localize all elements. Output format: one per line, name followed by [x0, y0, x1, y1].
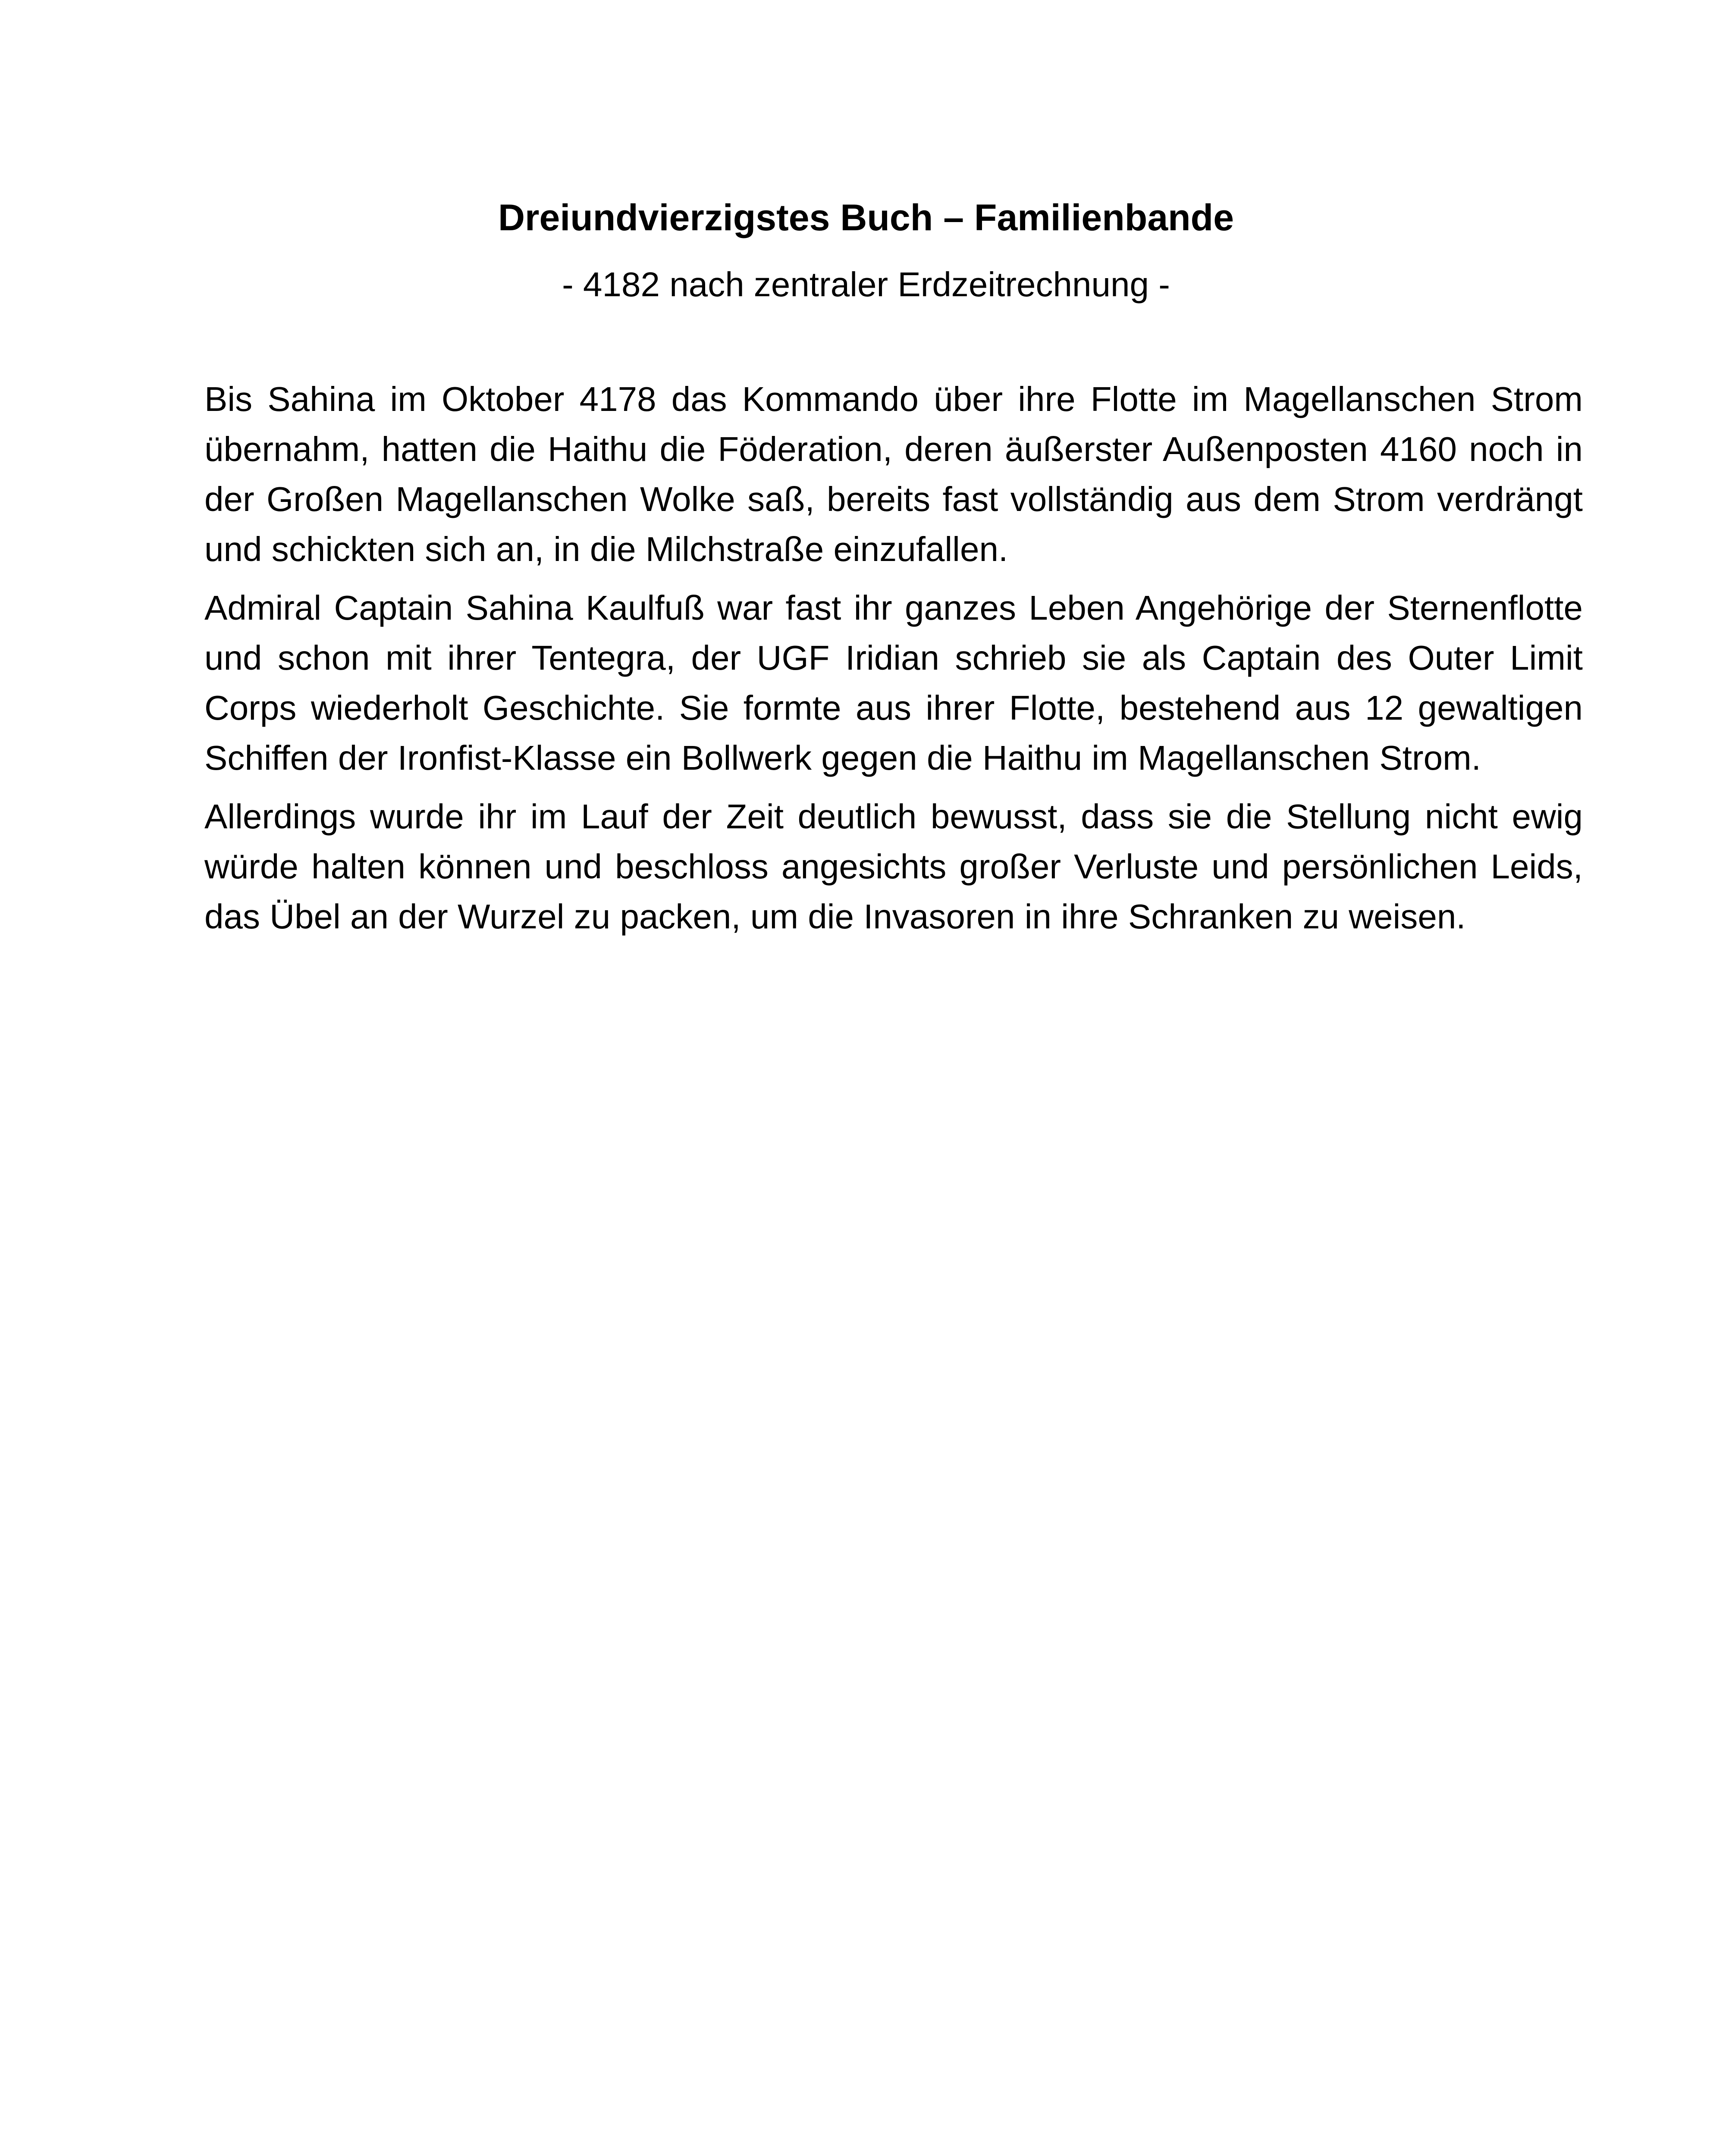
chapter-title: Dreiundvierzigstes Buch – Familienbande [498, 197, 1234, 238]
chapter-subtitle: - 4182 nach zentraler Erdzeitrechnung - [562, 265, 1170, 304]
body-text [204, 374, 1583, 950]
paragraph-1: Bis Sahina im Oktober 4178 das Kommando über ihre Flotte im Magellanschen Strom übernahm, hatten die Haithu die Föderation, deren äußerster Außenposten 4160 noch in der Großen Magellanschen Wolke saß, bereits fast vollständig aus dem Strom verdrängt und schickten sich an, in die Milchstraße einzufallen. [204, 380, 1583, 568]
paragraph-3: Allerdings wurde ihr im Lauf der Zeit deutlich bewusst, dass sie die Stellung nicht ewig würde halten können und beschloss angesichts großer Verluste und persönlichen Leids, das Übel an der Wurzel zu packen, um die Invasoren in ihre Schranken zu weisen. [204, 797, 1583, 936]
paragraph-2: Admiral Captain Sahina Kaulfuß war fast ihr ganzes Leben Angehörige der Sternenflotte und schon mit ihrer Tentegra, der UGF Iridian schrieb sie als Captain des Outer Limit Corps wiederholt Geschichte. Sie formte aus ihrer Flotte, bestehend aus 12 gewaltigen Schiffen der Ironfist-Klasse ein Bollwerk gegen die Haithu im Magellanschen Strom. [204, 589, 1583, 777]
